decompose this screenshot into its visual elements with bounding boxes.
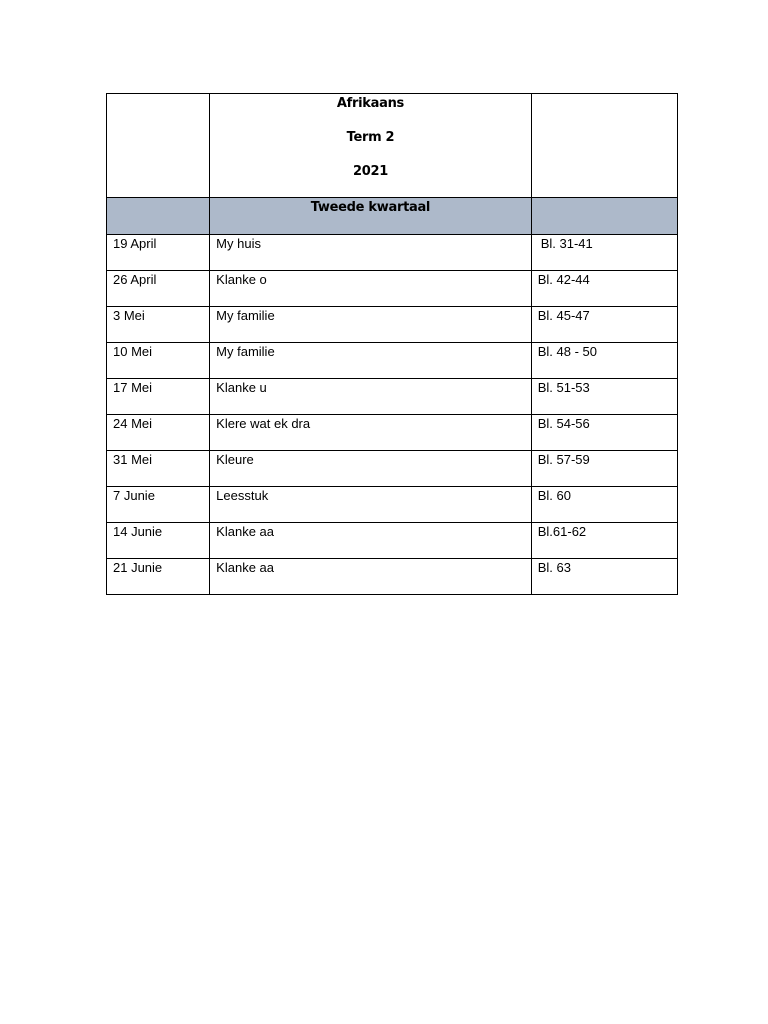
section-label: Tweede kwartaal bbox=[210, 198, 532, 235]
date-cell: 17 Mei bbox=[107, 379, 210, 415]
date-cell: 10 Mei bbox=[107, 343, 210, 379]
table-row bbox=[107, 487, 678, 523]
date-cell: 21 Junie bbox=[107, 559, 210, 595]
topic-cell: My huis bbox=[210, 235, 532, 271]
page-ref-cell: Bl.61-62 bbox=[531, 523, 677, 559]
term-title: Term 2 bbox=[346, 130, 395, 145]
page-ref-cell: Bl. 60 bbox=[531, 487, 677, 523]
page-ref-cell: Bl. 48 - 50 bbox=[531, 343, 677, 379]
date-cell: 26 April bbox=[107, 271, 210, 307]
topic-cell: Klanke o bbox=[210, 271, 532, 307]
table-row bbox=[107, 559, 678, 595]
date-cell: 14 Junie bbox=[107, 523, 210, 559]
table-row bbox=[107, 451, 678, 487]
topic-cell: My familie bbox=[210, 343, 532, 379]
date-cell: 24 Mei bbox=[107, 415, 210, 451]
page-ref-cell: Bl. 51-53 bbox=[531, 379, 677, 415]
date-cell: 7 Junie bbox=[107, 487, 210, 523]
date-cell: 31 Mei bbox=[107, 451, 210, 487]
schedule-table bbox=[106, 93, 678, 595]
table-row bbox=[107, 307, 678, 343]
page-ref-cell: Bl. 57-59 bbox=[531, 451, 677, 487]
topic-cell: Leesstuk bbox=[210, 487, 532, 523]
table-row bbox=[107, 523, 678, 559]
date-cell: 3 Mei bbox=[107, 307, 210, 343]
table-row bbox=[107, 235, 678, 271]
topic-cell: Kleure bbox=[210, 451, 532, 487]
title-row bbox=[107, 94, 678, 198]
table-row bbox=[107, 415, 678, 451]
topic-cell: Klanke aa bbox=[210, 523, 532, 559]
table-row bbox=[107, 379, 678, 415]
topic-cell: My familie bbox=[210, 307, 532, 343]
page-ref-cell: Bl. 42-44 bbox=[531, 271, 677, 307]
topic-cell: Klanke aa bbox=[210, 559, 532, 595]
subject-title: Afrikaans bbox=[336, 96, 404, 111]
page-ref-cell: Bl. 45-47 bbox=[531, 307, 677, 343]
section-row bbox=[107, 198, 678, 235]
topic-cell: Klere wat ek dra bbox=[210, 415, 532, 451]
date-cell: 19 April bbox=[107, 235, 210, 271]
page-ref-cell: Bl. 63 bbox=[531, 559, 677, 595]
title-empty-cell-right bbox=[531, 94, 677, 198]
table-row bbox=[107, 271, 678, 307]
table-row bbox=[107, 343, 678, 379]
title-empty-cell-left bbox=[107, 94, 210, 198]
page-ref-cell: Bl. 54-56 bbox=[531, 415, 677, 451]
title-cell bbox=[210, 94, 532, 198]
topic-cell: Klanke u bbox=[210, 379, 532, 415]
page-ref-cell: Bl. 31-41 bbox=[531, 235, 677, 271]
section-empty-cell-left bbox=[107, 198, 210, 235]
section-empty-cell-right bbox=[531, 198, 677, 235]
year-title: 2021 bbox=[352, 164, 388, 179]
